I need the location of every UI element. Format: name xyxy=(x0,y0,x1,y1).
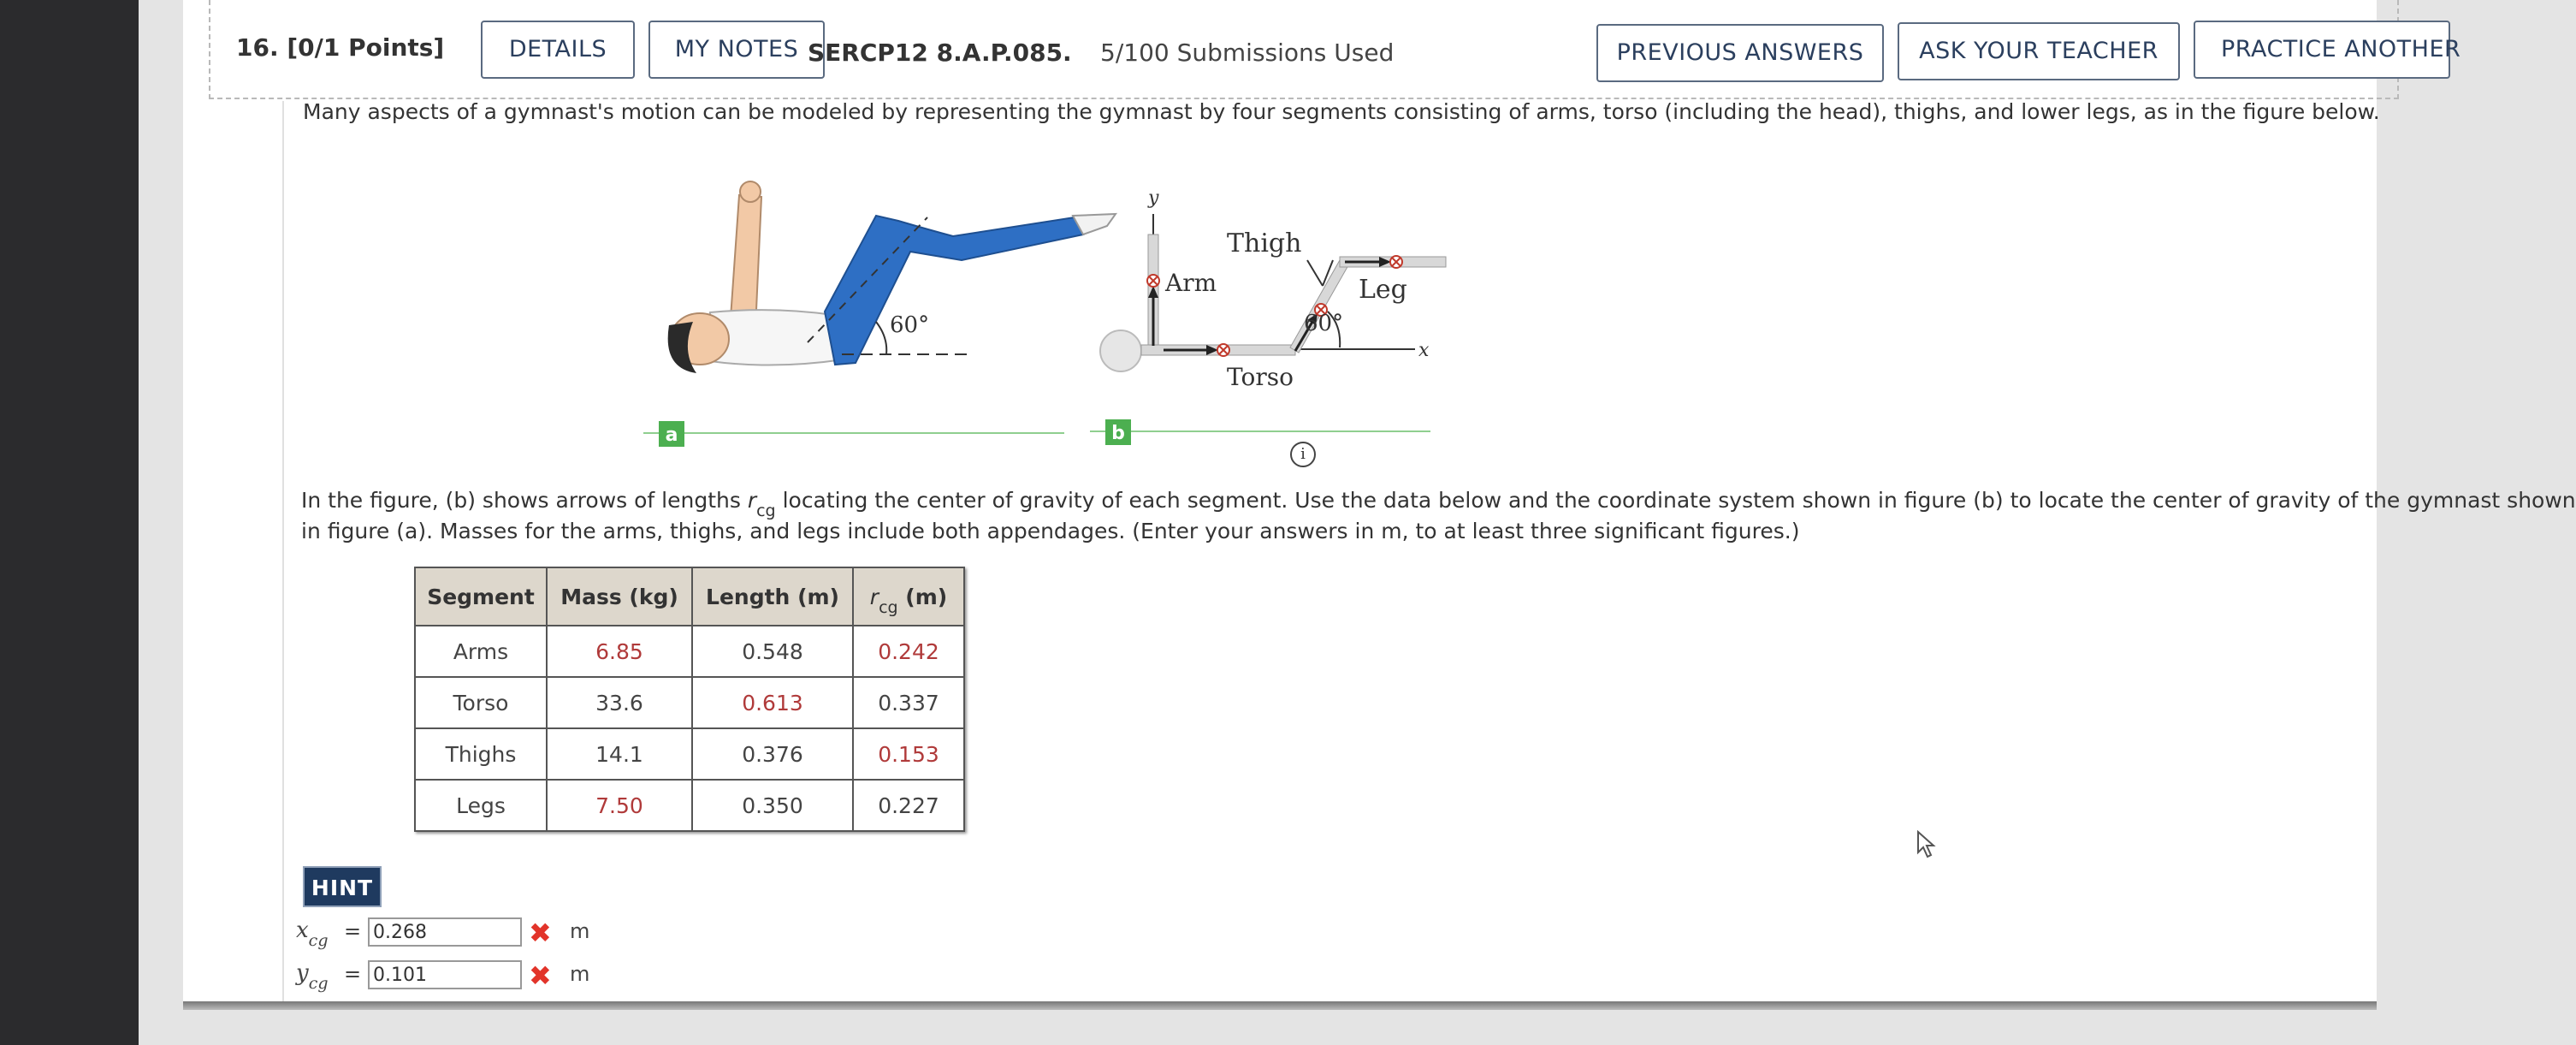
equals-sign: = xyxy=(344,919,362,943)
thigh-label: Thigh xyxy=(1227,229,1302,258)
cell-segment: Thighs xyxy=(415,728,547,780)
cell-segment: Legs xyxy=(415,780,547,831)
thigh-leader-1 xyxy=(1307,260,1323,286)
unit-label: m xyxy=(570,962,590,986)
left-dark-bar xyxy=(0,0,139,1045)
cell-length: 0.376 xyxy=(692,728,853,780)
hint-button[interactable]: HINT xyxy=(303,866,382,907)
cell-length: 0.548 xyxy=(692,626,853,677)
gymnast-figure xyxy=(448,171,1441,454)
my-notes-button[interactable]: MY NOTES xyxy=(648,21,825,79)
arm-label: Arm xyxy=(1165,269,1217,297)
question-header xyxy=(209,0,2461,99)
table-row xyxy=(415,677,964,728)
torso-shape xyxy=(710,310,844,365)
panel-b-label: b xyxy=(1111,423,1125,444)
details-button[interactable]: DETAILS xyxy=(481,21,635,79)
wrong-mark-icon: ✖ xyxy=(529,959,552,992)
practice-another-button[interactable]: PRACTICE ANOTHER xyxy=(2194,21,2450,79)
y-axis-label: y xyxy=(1148,187,1159,209)
content-left-rule xyxy=(282,101,284,1008)
question-text-line1: In the figure, (b) shows arrows of lengths $r_{cg}$ locating the center of gravity of each segment. Use the data below and the coordinate system shown in figure (b) to locate the center of gravity of the gymnast shown xyxy=(301,488,2576,520)
x-axis-label: x xyxy=(1418,340,1430,361)
ycg-input[interactable] xyxy=(368,960,522,989)
angle-label-a: 60° xyxy=(890,312,930,338)
submissions-used: 5/100 Submissions Used xyxy=(1100,39,1395,67)
header-length: Length (m) xyxy=(692,567,853,626)
header-segment: Segment xyxy=(415,567,547,626)
info-icon[interactable]: i xyxy=(1290,442,1316,467)
angle-label-b: 60° xyxy=(1304,311,1344,336)
figure-panel-a xyxy=(643,181,1116,447)
angle-arc-a xyxy=(876,322,886,354)
xcg-input[interactable] xyxy=(368,917,522,947)
legs-shape xyxy=(825,216,1083,365)
page-bottom-edge xyxy=(183,1001,2377,1010)
cell-segment: Torso xyxy=(415,677,547,728)
question-page xyxy=(183,0,2576,1008)
head-ball xyxy=(1100,330,1141,371)
cell-mass: 7.50 xyxy=(547,780,692,831)
torso-label: Torso xyxy=(1227,363,1294,391)
ycg-label: $y_{cg}$ xyxy=(296,960,329,993)
cell-rcg: 0.242 xyxy=(853,626,964,677)
leg-label: Leg xyxy=(1359,275,1407,305)
cell-rcg: 0.227 xyxy=(853,780,964,831)
equals-sign: = xyxy=(344,962,362,986)
cell-mass: 14.1 xyxy=(547,728,692,780)
cell-length: 0.613 xyxy=(692,677,853,728)
cell-rcg: 0.337 xyxy=(853,677,964,728)
figure-panel-b xyxy=(1090,187,1446,445)
previous-answers-button[interactable]: PREVIOUS ANSWERS xyxy=(1596,24,1884,82)
question-points: 16. [0/1 Points] xyxy=(236,33,445,62)
cell-length: 0.350 xyxy=(692,780,853,831)
wrong-mark-icon: ✖ xyxy=(529,917,552,949)
unit-label: m xyxy=(570,919,590,943)
table-header-row xyxy=(415,567,964,626)
header-rcg: $r_{cg}$ (m) xyxy=(853,567,964,626)
intro-text: Many aspects of a gymnast's motion can be modeled by representing the gymnast by four segments consisting of arms, torso (including the head), thighs, and lower legs, as in the figure below. xyxy=(303,99,2380,124)
segment-data-table xyxy=(414,567,965,832)
header-mass: Mass (kg) xyxy=(547,567,692,626)
cell-rcg: 0.153 xyxy=(853,728,964,780)
problem-id: SERCP12 8.A.P.085. xyxy=(808,39,1072,67)
table-row xyxy=(415,728,964,780)
cell-segment: Arms xyxy=(415,626,547,677)
xcg-label: $x_{cg}$ xyxy=(296,917,329,950)
ask-your-teacher-button[interactable]: ASK YOUR TEACHER xyxy=(1898,22,2180,80)
hand-shape xyxy=(740,181,761,202)
table-row xyxy=(415,780,964,831)
cell-mass: 6.85 xyxy=(547,626,692,677)
table-row xyxy=(415,626,964,677)
panel-a-label: a xyxy=(665,425,678,446)
question-text-line2: in figure (a). Masses for the arms, thighs, and legs include both appendages. (Enter your answers in m, to at least three significant figures.) xyxy=(301,519,1800,543)
cell-mass: 33.6 xyxy=(547,677,692,728)
mouse-cursor-icon xyxy=(1916,830,1937,859)
